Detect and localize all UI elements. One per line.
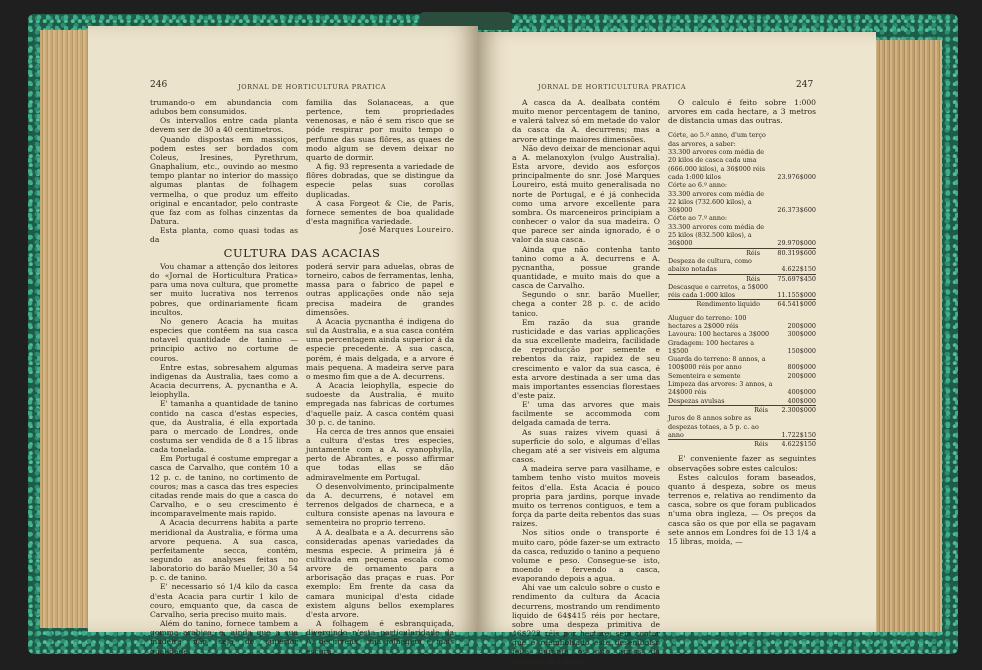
cost-value: 200$000 (787, 322, 816, 330)
paragraph: As suas raizes vivem quasi á superficie do solo, e algumas d'ellas chegam até a ser visiveis em alguma casos. (512, 427, 660, 465)
right-col2 (668, 98, 816, 598)
calc-label: Córte ao 7.º anno: (668, 214, 728, 223)
signature: José Marques Loureiro. (359, 226, 454, 235)
cost-label: Limpeza das arvores: 3 annos, a 24$000 réis (668, 380, 773, 397)
article-title: CULTURA DAS ACACIAS (223, 246, 381, 260)
paragraph: Ainda que não contenha tanto tanino como a A. decurrens e A. pycnantha, possue grande quantidade, e muito mais do que a casca de Carvalho. (512, 244, 660, 291)
left-page-number: 246 (150, 80, 168, 90)
table-row (668, 339, 816, 356)
cost-label: Sementeira e semente (668, 371, 741, 380)
table-row (668, 330, 816, 338)
paragraph: A A. dealbata e a A. decurrens são consideradas apenas variedades da mesma especie. A primeira já é cultivada em pequena escala como arvore de ornamento para a arborisação das praças e ruas. Por exemplo: Em frente da casa da camara municipal d'esta cidade existem alguns bellos exemplares d'esta arvore. (306, 527, 454, 619)
cost-value: 800$000 (787, 363, 816, 372)
paragraph: poderá servir para aduelas, obras de torneiro, cabos de ferramentas, lenha, massa para o fabrico de papel e outras applicações onde não seja precisa madeira de grandes dimensões. (306, 262, 455, 317)
calc-label: Rendimento liquido (668, 300, 768, 309)
cost-value: 2.300$000 (776, 405, 816, 414)
paragraph: Vou chamar a attenção dos leitores do «Jornal de Horticultura Pratica» para uma nova cultura, que promette ser muito lucrativa nos terrenos pobres, que ordinariamente ficam incultos. (150, 262, 298, 317)
calc-value: 29.970$000 (777, 239, 816, 248)
paragraph: E' necessario só 1/4 kilo da casca d'esta Acacia para curtir 1 kilo de couro, emquanto que, da casca de Carvalho, seria preciso muito mais. (150, 582, 298, 619)
table-row (668, 440, 816, 449)
right-running-head: JORNAL DE HORTICULTURA PRATICA (538, 83, 687, 91)
paragraph: trumando-o em abundancia com adubos bem consumidos. (150, 98, 298, 117)
paragraph: Ahi vae um calculo sobre o custo e rendimento da cultura da Acacia decurrens, mostrando um rendimento liquido de 64$415 réis por hectare, sobre uma despeza primitiva de 46$222 réis por hectare; sem contar que é reembolsado este desembolso feita durante os oito annos da duração da cultura. (512, 583, 660, 666)
left-col2-body (306, 262, 455, 656)
table-row (668, 314, 816, 331)
left-col2-top (306, 98, 454, 235)
left-running-head: JORNAL DE HORTICULTURA PRATICA (238, 83, 387, 91)
calc-value (768, 214, 816, 222)
table-row (668, 380, 816, 397)
table-row (668, 131, 816, 148)
right-col1 (512, 98, 661, 666)
paragraph: Em razão da sua grande rusticidade e das varias applicações da sua excellente madeira, facilidade de reproducção por semente e rebentos da raiz, rapidez de seu crescimento e valor da sua casca, é esta arvore destinada a ser uma das mais importantes essencias florestaes d'este paiz. (512, 317, 660, 400)
paragraph: A casa Forgeot & Cie, de Paris, fornece sementes de boa qualidade d'esta magnifica variedade. (306, 198, 454, 227)
calc-value: 80.319$600 (768, 248, 816, 257)
page-edges-left (40, 30, 95, 628)
cost-value: 400$000 (787, 388, 816, 397)
paragraph: A Acacia decurrens habita a parte meridional da Australia, e fórma uma arvore pequena. A sua casca, perfeitamente secca, contém, segundo as analyses feitas no laboratorio do barão Mueller, 30 a 54 p. c. de tanino. (150, 518, 298, 583)
paragraph: Entre estas, sobresahem algumas indigenas da Australia, taes como a Acacia decurrens, A. pycnantha e A. leiophylla. (150, 362, 298, 400)
paragraph: A fig. 93 representa a variedade de flôres dobradas, que se distingue da especie pelas suas corollas duplicadas. (306, 162, 454, 199)
cost-label: Guarda do terreno: 8 annos, a 100$000 réis por anno (668, 355, 766, 372)
right-page (478, 32, 876, 666)
left-col1-top (150, 98, 298, 245)
cost-value: 200$000 (787, 371, 816, 380)
cost-value: 4.622$150 (776, 440, 816, 449)
paragraph: E' tamanha a quantidade de tanino contido na casca d'estas especies, que, da Australia, é ella exportada para o mercado de Londres, onde costuma ser vendida de 8 a 15 libras cada tonelada. (150, 399, 298, 455)
table-row (668, 223, 816, 248)
cost-label: Juros de 8 annos sobre as despezas totaes, a 5 p. c. ao anno (668, 414, 759, 439)
calc-label: 33.300 arvores com média de 20 kilos de casca cada uma (666.000 kilos), a 36$000 réis cada 1:000 kilos (668, 148, 766, 181)
left-page (88, 26, 478, 656)
calc-label: Réis (668, 274, 768, 283)
calc-label: 33.300 arvores com média de 22 kilos (732.600 kilos), a 36$000 (668, 189, 765, 215)
cost-value: 1.722$150 (781, 430, 816, 439)
paragraph: Quando dispostas em massiços, podem estes ser bordados com Coleus, Iresines, Pyrethrum, Gnaphalium, etc., ouvindo ao mesmo tempo plantar no interior do massiço algumas plantas de folhagem vermelha, o que produz um effeito original e encantador, pelo contraste que faz com as folhas cinzentas da Datura. (150, 134, 298, 227)
calc-label: Córte, ao 5.º anno, d'um terço das arvores, a saber: (668, 131, 766, 148)
calc-label: Descasque e carretos, a 5$000 réis cada 1:000 kilos (668, 282, 768, 300)
table-row (668, 181, 816, 189)
paragraph: A Acacia leiophylla, especie do sudoeste da Australia, é muito empregada nas fabricas de cortumes d'aquelle paiz. A casca contém quasi 30 p. c. de tanino. (306, 381, 454, 427)
calc-value: 64.541$000 (768, 300, 816, 309)
paragraph: Estes calculos foram baseados, quanto á despeza, sobre os meus terrenos e, relativa ao rendimento da casca, sobre os que foram publicados n'uma obra ingleza, — Os preços da casca são os que por ella se pagavam sete annos em Londres foi de 13 1/4 a 15 libras, moida, — (668, 472, 816, 546)
calc-value: 23.976$000 (777, 172, 816, 181)
cost-value: 400$000 (787, 396, 816, 405)
paragraph: Ha cerca de tres annos que ensaiei a cultura d'estas tres especies, juntamente com a A. cyanophylla, perto de Abrantes, e posso affirmar que todas ellas se dão admiravelmente em Portugal. (306, 426, 454, 482)
table-row (668, 372, 816, 380)
paragraph: E' conveniente fazer as seguintes observações sobre estes calculos: (668, 454, 816, 473)
paragraph: A madeira serve para vasilhame, e tambem tenho visto muitos moveis feitos d'ella. Esta Acacia é pouco propria para jardins, porque invade muito os terrenos contiguos, e tem a força da parte deita rebentos das suas raizes. (512, 464, 660, 529)
table-row (668, 190, 816, 215)
cost-label: Gradagem: 100 hectares a 1$500 (668, 338, 755, 355)
paragraph: E' uma das arvores que mais facilmente se accommoda com delgada camada de terra. (512, 400, 660, 428)
page-edges-right (872, 40, 942, 632)
cost-label: Réis (668, 440, 776, 449)
table-row (668, 214, 816, 222)
table-row (668, 397, 816, 406)
table-row (668, 148, 816, 181)
calc-label: Córte ao 6.º anno: (668, 181, 728, 190)
table-row (668, 283, 816, 300)
calc-value: 11.155$000 (777, 291, 816, 300)
calc-value: 4.622$150 (781, 265, 816, 274)
calc-value: 75.697$450 (768, 274, 816, 283)
cost-value: 300$000 (787, 330, 816, 339)
cost-calculation (668, 314, 816, 449)
paragraph: O desenvolvimento, principalmente da A. decurrens, é notavel em terrenos delgados de charneca, e a cultura consiste apenas na lavoura e sementeira no proprio terreno. (306, 481, 454, 528)
paragraph: Esta planta, como quasi todas as da (150, 226, 298, 245)
table-row (668, 355, 816, 372)
cost-label: Aluguer do terreno: 100 hectares a 2$000 réis (668, 313, 747, 330)
paragraph: A folhagem é esbranquiçada, divergindo n'esta particularidade da A. decurrens, cuja folhagem é mais escura. (306, 619, 454, 656)
table-row (668, 300, 816, 309)
paragraph: A Acacia pycnantha é indigena do sul da Australia, e a sua casca contém uma percentagem ainda superior á da especie precedente. A sua casca, porém, é mais delgada, e a arvore é mais pequena. A madeira serve para o mesmo fim que a de A. decurrens. (306, 316, 454, 381)
right-page-number: 247 (796, 80, 814, 90)
table-row (668, 257, 816, 274)
calc-value (768, 131, 816, 148)
table-row (668, 414, 816, 439)
paragraph: O calculo é feito sobre 1:000 arvores em cada hectare, a 3 metros de distancia umas das outras. (668, 98, 816, 126)
cost-label: Despezas avulsas (668, 396, 725, 405)
paragraph: A casca da A. dealbata contém muito menor percentagem de tanino, e valerá talvez só em metade do valor da casca da A. decurrens; mas a arvore attinge maiores dimensões. (512, 98, 660, 144)
paragraph: Em Portugal é costume empregar a casca de Carvalho, que contém 10 a 12 p. c. de tanino, no cortimento de couros; mas a casca das tres especies citadas rende mais do que a casca do Carvalho, e o seu crescimento é incomparavelmente mais rapido. (150, 454, 298, 519)
paragraph: Segundo o snr. barão Mueller, chega a conter 28 p. c. de acido tanico. (512, 290, 660, 318)
calc-label: Despeza de cultura, como abaixo notadas (668, 256, 752, 274)
paragraph: Nos sitios onde o transporte é muito caro, póde fazer-se um extracto da casca, reduzido o tanino a pequeno volume e peso. Consegue-se isto, moendo e fervendo a casca, evaporando depois a agua. (512, 528, 661, 584)
paragraph: No genero Acacia ha muitas especies que contêem na sua casca notavel quantidade de tanino — principio activo no cortume de couros. (150, 316, 298, 363)
table-row (668, 274, 816, 283)
table-row (668, 405, 816, 414)
calc-label: 33.300 arvores com média de 25 kilos (832.500 kilos), a 36$000 (668, 222, 765, 248)
revenue-calculation (668, 131, 816, 308)
calc-label: Réis (668, 248, 768, 257)
calc-value: 26.373$600 (777, 206, 816, 215)
cost-label: Lavoura: 100 hectares a 3$000 (668, 330, 770, 339)
calc-value (768, 181, 816, 189)
cost-label: Réis (668, 405, 776, 414)
paragraph: Não devo deixar de mencionar aqui a A. melanoxylon (vulgo Australia). Esta arvore, devido aos esforços principalmente do snr. José Marques Loureiro, está muito generalisada no norte de Portugal, e é já conhecida como uma arvore excellente para sombra. Os marceneiros principiam a conhecer o valor da sua madeira. O que parece ser ainda ignorado, é o valor da sua casca. (512, 143, 660, 245)
table-row (668, 248, 816, 257)
left-col1-body (150, 262, 298, 656)
paragraph: Os intervallos entre cada planta devem ser de 30 a 40 centimetros. (150, 116, 298, 135)
paragraph: Além do tanino, fornece tambem a gomma arabica; e, ainda que a sua madeira não seja de superior qualidade, (150, 619, 298, 656)
cost-value: 150$000 (787, 346, 816, 355)
paragraph: familia das Solanaceas, a que pertence, tem propriedades venenosas, e não é sem risco que se póde respirar por muito tempo o perfume das suas flôres, as quaes de modo algum se devem deixar no quarto de dormir. (306, 98, 454, 162)
